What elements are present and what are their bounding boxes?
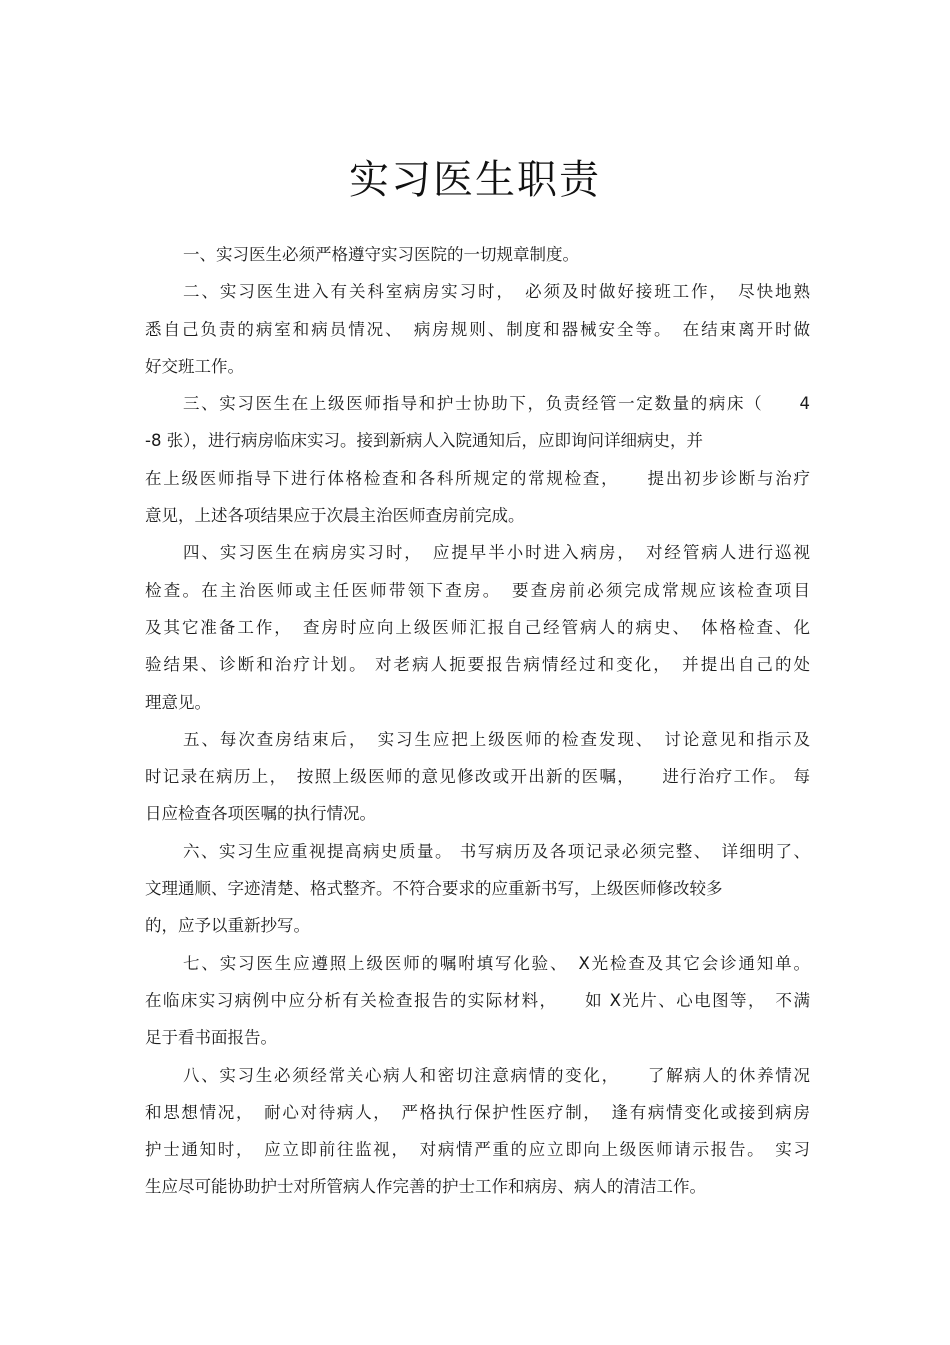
text-line: 日应检查各项医嘱的执行情况。 (145, 804, 376, 824)
text-line: 悉自己负责的病室和病员情况、 病房规则、制度和器械安全等。 在结束离开时做 (145, 319, 810, 339)
text-line: 生应尽可能协助护士对所管病人作完善的护士工作和病房、病人的清洁工作。 (145, 1177, 706, 1197)
document-title: 实习医生职责 (349, 157, 601, 203)
text-line: 和思想情况， 耐心对待病人， 严格执行保护性医疗制， 逢有病情变化或接到病房 (145, 1102, 810, 1122)
text-line: 八、实习生必须经常关心病人和密切注意病情的变化， 了解病人的休养情况 (183, 1065, 810, 1085)
text-line: 一、实习医生必须严格遵守实习医院的一切规章制度。 (183, 245, 579, 264)
text-line: 护士通知时， 应立即前往监视， 对病情严重的应立即向上级医师请示报告。 实习 (145, 1140, 810, 1160)
text-line: 五、每次查房结束后， 实习生应把上级医师的检查发现、 讨论意见和指示及 (183, 729, 810, 749)
text-line: 及其它准备工作， 查房时应向上级医师汇报自己经管病人的病史、 体格检查、化 (145, 617, 810, 637)
text-line: 文理通顺、字迹清楚、格式整齐。不符合要求的应重新书写，上级医师修改较多 (145, 879, 723, 899)
text-line: 验结果、诊断和治疗计划。 对老病人扼要报告病情经过和变化， 并提出自己的处 (145, 655, 810, 675)
text-line: 三、实习医生在上级医师指导和护士协助下，负责经管一定数量的病床（ 4 (183, 394, 810, 414)
text-line: 在上级医师指导下进行体格检查和各科所规定的常规检查， 提出初步诊断与治疗 (145, 468, 810, 488)
text-line: -8 张），进行病房临床实习。接到新病人入院通知后，应即询问详细病史，并 (145, 431, 703, 451)
text-line: 六、实习生应重视提高病史质量。 书写病历及各项记录必须完整、 详细明了、 (183, 841, 810, 861)
text-line: 理意见。 (145, 692, 211, 712)
text-line: 意见，上述各项结果应于次晨主治医师查房前完成。 (145, 506, 525, 526)
text-line: 七、实习医生应遵照上级医师的嘱咐填写化验、 X光检查及其它会诊通知单。 (183, 953, 810, 973)
text-line: 好交班工作。 (145, 356, 244, 376)
text-line: 足于看书面报告。 (145, 1028, 277, 1048)
text-line: 时记录在病历上， 按照上级医师的意见修改或开出新的医嘱， 进行治疗工作。 每 (145, 767, 810, 787)
document-body (145, 236, 810, 1206)
text-line: 二、实习医生进入有关科室病房实习时， 必须及时做好接班工作， 尽快地熟 (183, 282, 810, 302)
text-line: 检查。在主治医师或主任医师带领下查房。 要查房前必须完成常规应该检查项目 (145, 580, 810, 600)
text-line: 四、实习医生在病房实习时， 应提早半小时进入病房， 对经管病人进行巡视 (183, 543, 810, 563)
text-line: 在临床实习病例中应分析有关检查报告的实际材料， 如 X光片、心电图等， 不满 (145, 990, 810, 1010)
text-line: 的，应予以重新抄写。 (145, 916, 310, 936)
